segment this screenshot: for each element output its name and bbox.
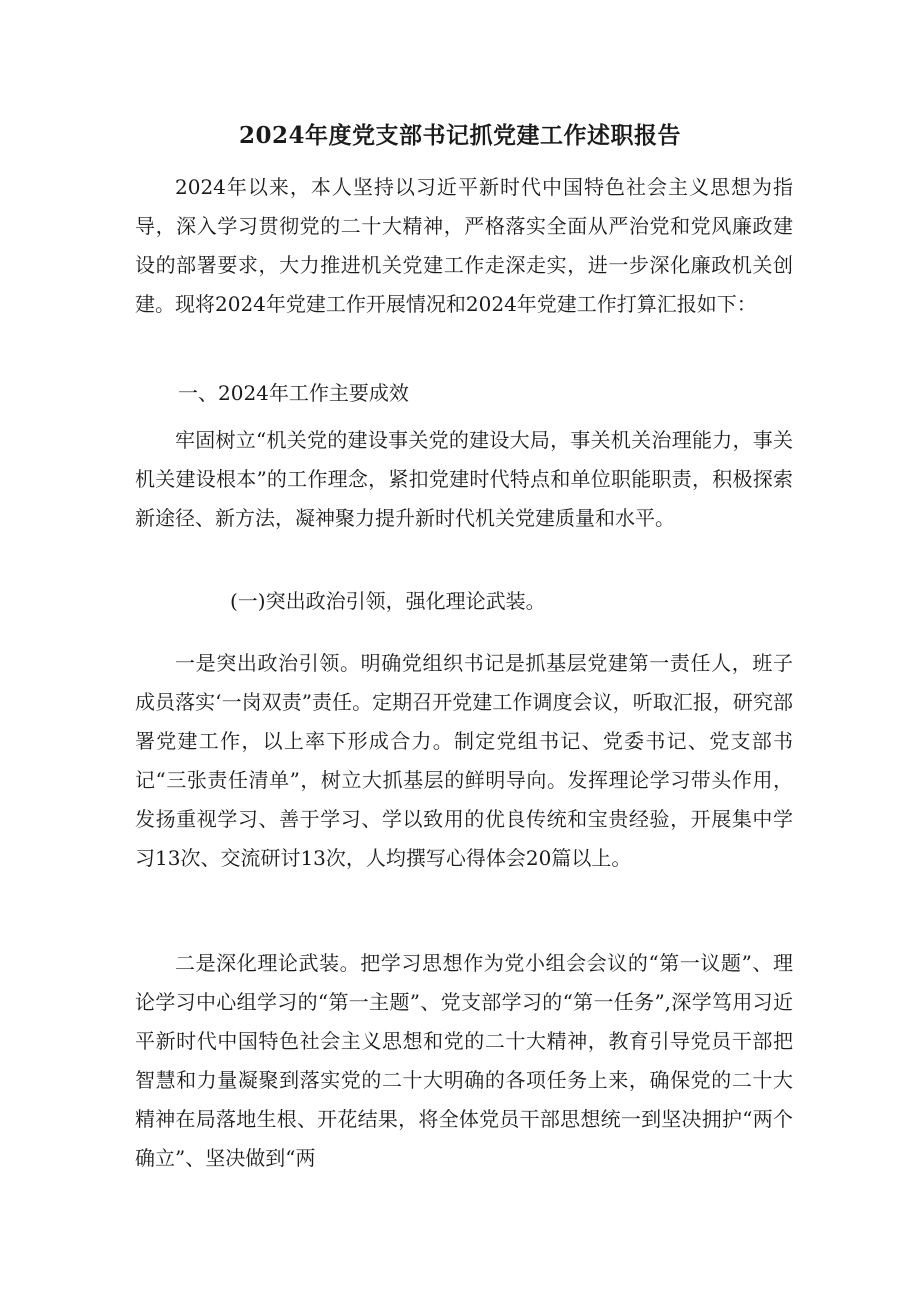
political-guidance-paragraph: 一是突出政治引领。明确党组织书记是抓基层党建第一责任人，班子成员落实‘一岗双责”责任。定期召开党建工作调度会议，听取汇报，研究部署党建工作，以上率下形成合力。制定党组书记、党委书记、党支部书记“三张责任清单”，树立大抓基层的鲜明导向。发挥理论学习带头作用，发扬重视学习、善于学习、学以致用的优良传统和宝贵经验，开展集中学习13次、交流研讨13次，人均撰写心得体会20篇以上。 <box>135 651 793 870</box>
theory-armament-paragraph: 二是深化理论武装。把学习思想作为党小组会会议的“第一议题”、理论学习中心组学习的“第一主题”、党支部学习的“第一任务”,深学笃用习近平新时代中国特色社会主义思想和党的二十大精神，教育引导党员干部把智慧和力量凝聚到落实党的二十大明确的各项任务上来，确保党的二十大精神在局落地生根、开花结果，将全体党员干部思想统一到坚决拥护“两个确立”、坚决做到“两 <box>135 951 793 1170</box>
subsection-heading-political: (一)突出政治引领，强化理论武装。 <box>230 589 546 613</box>
section-intro-paragraph: 牢固树立“机关党的建设事关党的建设大局，事关机关治理能力，事关机关建设根本”的工作理念，紧扣党建时代特点和单位职能职责，积极探索新途径、新方法，凝神聚力提升新时代机关党建质量和水平。 <box>135 428 793 530</box>
document-title: 2024年度党支部书记抓党建工作述职报告 <box>238 122 681 149</box>
intro-paragraph: 2024年以来，本人坚持以习近平新时代中国特色社会主义思想为指导，深入学习贯彻党的二十大精神，严格落实全面从严治党和党风廉政建设的部署要求，大力推进机关党建工作走深走实，进一步深化廉政机关创建。现将2024年党建工作开展情况和2024年党建工作打算汇报如下： <box>135 175 793 316</box>
section-heading-achievements: 一、2024年工作主要成效 <box>178 381 409 405</box>
